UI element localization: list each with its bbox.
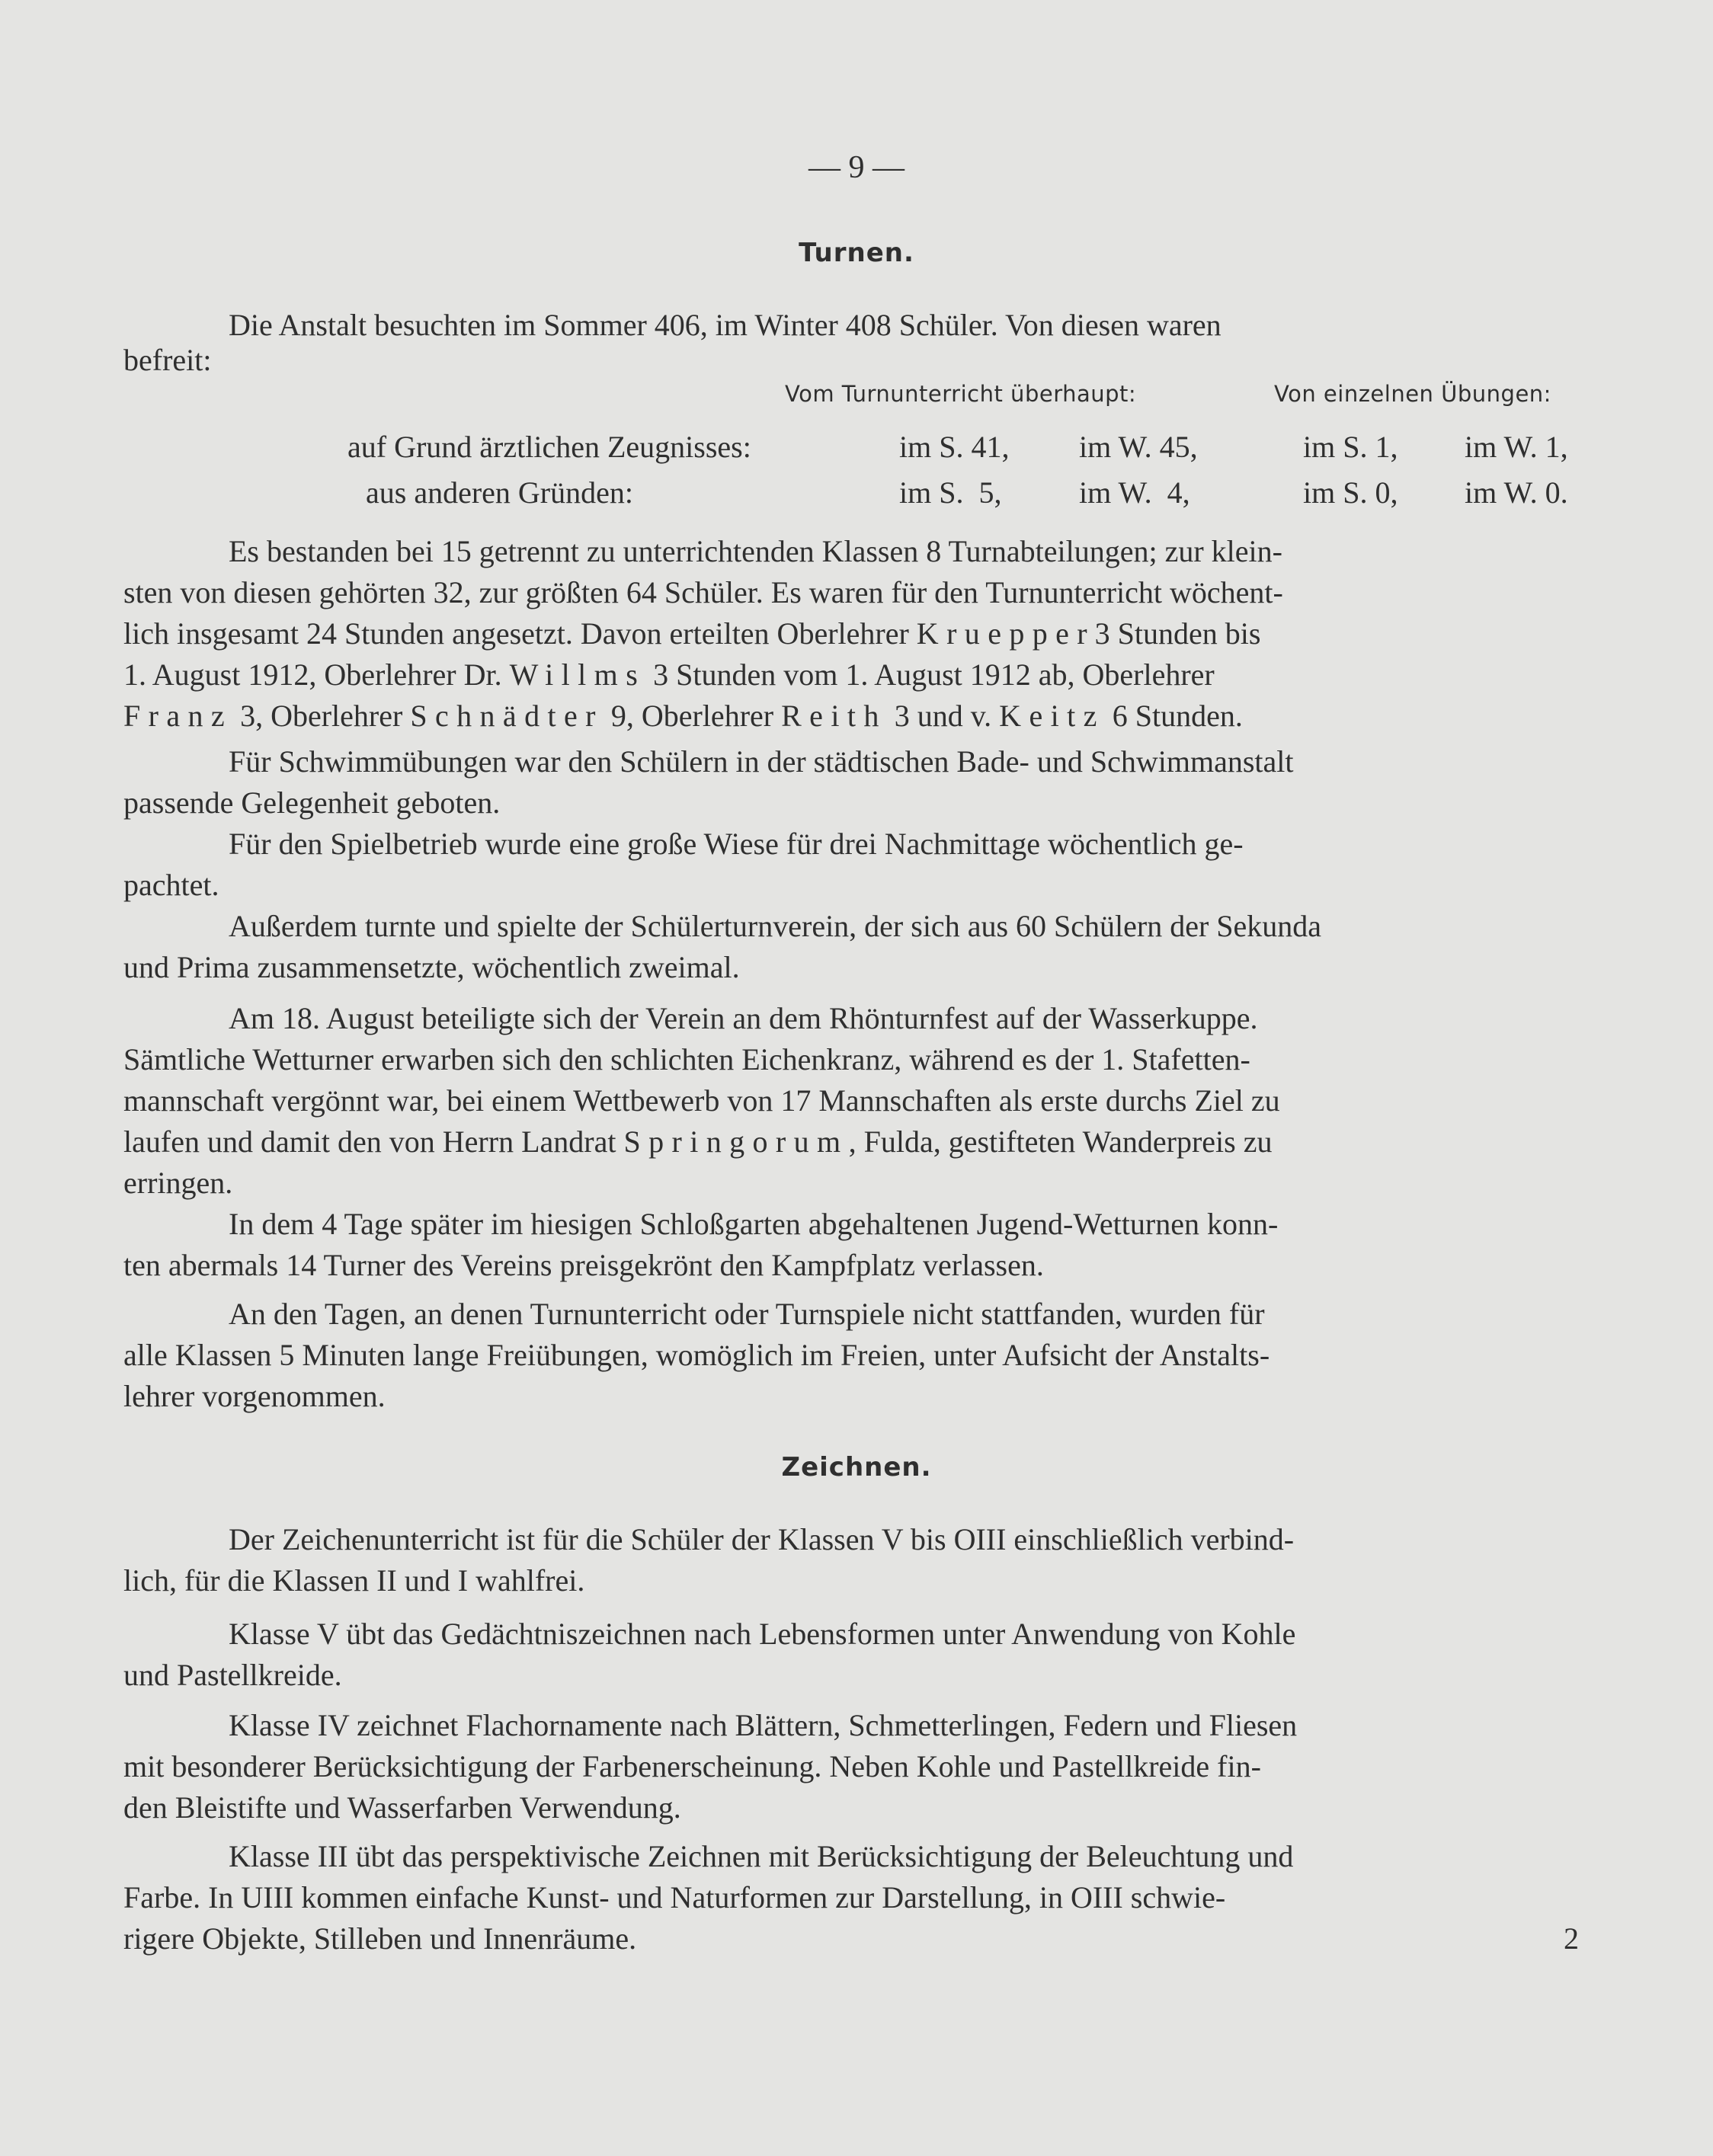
paragraph-line: und Pastellkreide. [123,1658,342,1692]
paragraph-line: lich, für die Klassen II und I wahlfrei. [123,1563,585,1598]
paragraph-line: den Bleistifte und Wasserfarben Verwendung. [123,1790,681,1825]
text-run: r 3 Stunden bis [1077,616,1261,651]
cell-value: im W. 0. [1465,475,1568,510]
cell-value: im S. 0, [1303,475,1398,510]
paragraph-line: Außerdem turnte und spielte der Schülerturnverein, der sich aus 60 Schülern der Sekunda [229,909,1322,943]
paragraph-line: mit besonderer Berücksichtigung der Farbenerscheinung. Neben Kohle und Pastellkreide fin- [123,1749,1261,1783]
text-run: , Fulda, gestifteten Wanderpreis zu [848,1124,1273,1159]
paragraph-line: An den Tagen, an denen Turnunterricht oder Turnspiele nicht stattfanden, wurden für [229,1297,1265,1331]
text-run: laufen und damit den von Herrn Landrat [123,1124,624,1159]
sheet-signature-number: 2 [1564,1921,1579,1956]
row-label: aus anderen Gründen: [366,475,633,510]
table-header-partial: Von einzelnen Übungen: [1274,381,1551,407]
person-name: Krueppe [916,616,1077,651]
paragraph-line: lehrer vorgenommen. [123,1379,386,1413]
person-name: Willms [509,657,646,692]
paragraph-line: Klasse III übt das perspektivische Zeichnen mit Berücksichtigung der Beleuchtung und [229,1839,1294,1873]
text-run: 9, Oberlehrer [603,699,782,733]
cell-value: im S. 5, [899,475,1002,510]
paragraph-line [123,613,1260,654]
cell-value: im W. 1, [1465,430,1568,464]
paragraph-line: mannschaft vergönnt war, bei einem Wettbewerb von 17 Mannschaften als erste durchs Ziel zu [123,1083,1280,1118]
cell-value: im S. 1, [1303,430,1398,464]
paragraph-line: Der Zeichenunterricht ist für die Schüler der Klassen V bis OIII einschließlich verbind- [229,1522,1295,1556]
table-header-overall: Vom Turnunterricht überhaupt: [785,381,1137,407]
text-run: 1. August 1912, Oberlehrer Dr. [123,657,510,692]
paragraph-line: Am 18. August beteiligte sich der Verein an dem Rhönturnfest auf der Wasserkuppe. [229,1001,1258,1035]
text-run: 3 Stunden vom 1. August 1912 ab, Oberlehrer [645,657,1215,692]
person-name: Franz [123,699,233,733]
text-run: 3, Oberlehrer [232,699,411,733]
cell-value: im S. 41, [899,430,1010,464]
paragraph-line: erringen. [123,1166,233,1200]
page-number: — 9 — [808,150,905,185]
paragraph-line: Es bestanden bei 15 getrennt zu unterrichtenden Klassen 8 Turnabteilungen; zur klein- [229,534,1282,568]
person-name: Springorum [623,1124,849,1159]
paragraph-line: befreit: [123,343,212,377]
section-heading-turnen: Turnen. [799,238,914,268]
paragraph-line: Für Schwimmübungen war den Schülern in der städtischen Bade- und Schwimmanstalt [229,744,1294,779]
paragraph-line: Die Anstalt besuchten im Sommer 406, im Winter 408 Schüler. Von diesen waren [229,308,1222,342]
person-name: Reith [781,699,887,733]
paragraph-line [123,654,1215,696]
section-heading-zeichnen: Zeichnen. [781,1452,932,1483]
cell-value: im W. 45, [1079,430,1198,464]
text-run: 3 und v. [886,699,1000,733]
paragraph-line: passende Gelegenheit geboten. [123,785,501,820]
paragraph-line: In dem 4 Tage später im hiesigen Schloßgarten abgehaltenen Jugend-Wetturnen konn- [229,1207,1279,1241]
paragraph-line: alle Klassen 5 Minuten lange Freiübungen, womöglich im Freien, unter Aufsicht der Anstalts- [123,1338,1270,1372]
paragraph-line [123,696,1243,737]
paragraph-line [123,1121,1272,1163]
text-run: lich insgesamt 24 Stunden angesetzt. Davon erteilten Oberlehrer [123,616,917,651]
paragraph-line: Klasse IV zeichnet Flachornamente nach Blättern, Schmetterlingen, Federn und Fliesen [229,1708,1298,1742]
text-run: 6 Stunden. [1104,699,1243,733]
cell-value: im W. 4, [1079,475,1190,510]
paragraph-line: Klasse V übt das Gedächtniszeichnen nach Lebensformen unter Anwendung von Kohle [229,1617,1296,1651]
paragraph-line: Sämtliche Wetturner erwarben sich den schlichten Eichenkranz, während es der 1. Stafetten- [123,1042,1250,1076]
paragraph-line: rigere Objekte, Stilleben und Innenräume. [123,1921,637,1956]
paragraph-line: ten abermals 14 Turner des Vereins preisgekrönt den Kampfplatz verlassen. [123,1248,1044,1282]
paragraph-line: und Prima zusammensetzte, wöchentlich zweimal. [123,950,740,984]
paragraph-line: Farbe. In UIII kommen einfache Kunst- und Naturformen zur Darstellung, in OIII schwie- [123,1880,1226,1914]
person-name: Schnädter [410,699,604,733]
paragraph-line: Für den Spielbetrieb wurde eine große Wiese für drei Nachmittage wöchentlich ge- [229,827,1244,861]
paragraph-line: pachtet. [123,868,219,902]
paragraph-line: sten von diesen gehörten 32, zur größten 64 Schüler. Es waren für den Turnunterricht wöchent- [123,575,1283,609]
row-label: auf Grund ärztlichen Zeugnisses: [347,430,751,464]
person-name: Keitz [999,699,1105,733]
